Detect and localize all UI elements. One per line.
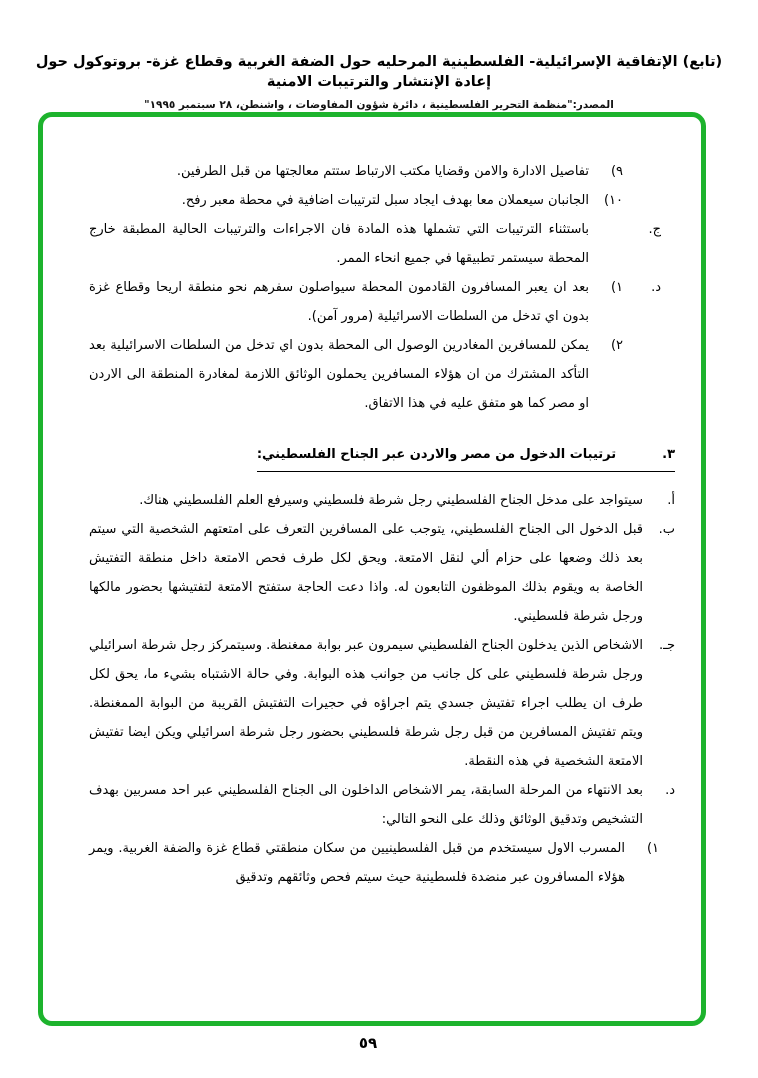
document-title: (تابع) الإتفاقية الإسرائيلية- الفلسطينية المرحليه حول الضفة الغربية وقطاع غزة- بروتوكول حول إعادة الإنتشار والترتيبات الامنية bbox=[35, 54, 723, 90]
item-number-marker: ٢) bbox=[610, 338, 623, 353]
list-item bbox=[89, 486, 675, 515]
item-text: الاشخاص الذين يدخلون الجناح الفلسطيني سيمرون عبر بوابة ممغنطة. وسيتمركز رجل شرطة اسرائيلي ورجل شرطة فلسطيني على كل جانب من جوانب هذه البوابة. وفي حالة الاشتباه بشيء ما، يحق لكل طرف ان يطلب اجراء تفتيش جسدي يتم اجراؤه في حجيرات التفتيش القريبة من البوابة الممغنطة. ويتم تفتيش المسافرين من قبل رجل شرطة فلسطيني بحضور رجل شرطة اسرائيلي ويكن ايضا تفتيش الامتعة الشخصية في هذه النقطة. bbox=[89, 638, 643, 769]
item-number-marker: ١) bbox=[610, 280, 623, 295]
document-body bbox=[43, 117, 701, 892]
section-heading bbox=[89, 440, 675, 472]
item-number-marker: ١٠) bbox=[603, 193, 623, 208]
item-letter-marker: د. bbox=[665, 783, 675, 798]
item-text: بعد ان يعبر المسافرون القادمون المحطة سيواصلون سفرهم نحو منطقة اريحا وقطاع غزة بدون اي تدخل من السلطات الاسرائيلية (مرور آمن). bbox=[89, 280, 589, 324]
item-text: سيتواجد على مدخل الجناح الفلسطيني رجل شرطة فلسطيني وسيرفع العلم الفلسطيني هناك. bbox=[139, 493, 643, 508]
item-text: قبل الدخول الى الجناح الفلسطيني، يتوجب على المسافرين التعرف على امتعتهم الشخصية التي سيتم بعد ذلك وضعها على حزام ألي لنقل الامتعة. ويحق لكل طرف فحص الامتعة داخل منطقة التفتيش الخاصة به ويقوم بذلك الموظفون التابعون له. واذا دعت الحاجة ستفتح الامتعة لتفتيشها بحضور مالكها ورجل شرطة فلسطيني. bbox=[89, 522, 643, 624]
list-item bbox=[89, 834, 659, 892]
section-heading-gap bbox=[616, 440, 662, 469]
document-header bbox=[0, 0, 758, 111]
page-number: ٥٩ bbox=[358, 1034, 378, 1052]
list-item bbox=[89, 186, 661, 215]
section-title: ترتيبات الدخول من مصر والاردن عبر الجناح الفلسطيني: bbox=[256, 447, 617, 462]
item-letter-marker: ب. bbox=[658, 522, 675, 537]
item-number-marker: ١) bbox=[646, 841, 659, 856]
list-item bbox=[89, 273, 661, 331]
item-text: المسرب الاول سيستخدم من قبل الفلسطينيين من سكان منطقتي قطاع غزة والضفة الغربية. ويمر هؤلاء المسافرون عبر منضدة فلسطينية حيث سيتم فحص وثائقهم وتدقيق bbox=[89, 841, 625, 885]
item-number-marker: ٩) bbox=[610, 164, 623, 179]
section-heading-underline bbox=[257, 440, 675, 472]
section-number: ٣. bbox=[662, 447, 675, 462]
list-item bbox=[89, 331, 661, 418]
document-source-line: المصدر:"منظمة التحرير الفلسطينية ، دائرة شؤون المفاوضات ، واشنطن، ٢٨ سبتمبر ١٩٩٥" bbox=[144, 99, 614, 111]
list-item bbox=[89, 515, 675, 631]
item-letter-marker: ج. bbox=[648, 222, 661, 237]
item-text: يمكن للمسافرين المغادرين الوصول الى المحطة بدون اي تدخل من السلطات الاسرائيلية بعد التأكد المشترك من ان هؤلاء المسافرين يحملون الوثائق اللازمة لمغادرة المنطقة الى الاردن او مصر كما هو متفق عليه في هذا الاتفاق. bbox=[89, 338, 589, 411]
list-item bbox=[89, 776, 675, 834]
list-item bbox=[89, 215, 661, 273]
list-item bbox=[89, 631, 675, 776]
item-letter-marker: جـ. bbox=[659, 638, 675, 653]
item-text: تفاصيل الادارة والامن وقضايا مكتب الارتباط ستتم معالجتها من قبل الطرفين. bbox=[176, 164, 589, 179]
item-text: بعد الانتهاء من المرحلة السابقة، يمر الاشخاص الداخلون الى الجناح الفلسطيني عبر احد مسربين بهدف التشخيص وتدقيق الوثائق وذلك على النحو التالي: bbox=[89, 783, 643, 827]
item-text: باستثناء الترتيبات التي تشملها هذه المادة فان الاجراءات والترتيبات الحالية المطبقة خارج المحطة سيستمر تطبيقها في جميع انحاء الممر. bbox=[89, 222, 589, 266]
list-item bbox=[89, 157, 661, 186]
item-letter-marker: د. bbox=[651, 280, 661, 295]
item-text: الجانبان سيعملان معا بهدف ايجاد سبل لترتيبات اضافية في محطة معبر رفح. bbox=[181, 193, 589, 208]
item-letter-marker: أ. bbox=[667, 493, 675, 508]
green-border-frame bbox=[38, 112, 706, 1026]
